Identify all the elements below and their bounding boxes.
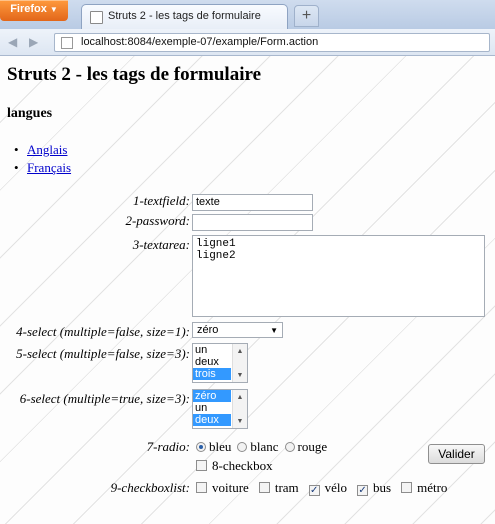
password-label: 2-password: [125,213,190,228]
checkbox-checked[interactable]: ✓ [358,485,367,496]
url-text: localhost:8084/exemple-07/example/Form.action [81,36,319,48]
browser-tab[interactable] [81,4,288,29]
listbox-option[interactable]: un [195,402,208,414]
checkboxlist-item-velo[interactable] [309,480,347,496]
radio-label: 7-radio: [146,439,190,454]
checkbox[interactable] [196,482,207,493]
checkboxlist-group [196,480,457,496]
page-icon [90,11,103,24]
password-input[interactable] [192,214,313,231]
page-content [0,56,495,524]
radio-group [196,439,333,455]
select-single-dropdown[interactable] [192,322,283,338]
checkbox[interactable] [259,482,270,493]
textfield-input[interactable] [192,194,313,211]
listbox-scrollbar[interactable] [232,344,247,382]
list-item [10,160,71,178]
checkbox-label: voiture [212,480,249,495]
radio-option-label: rouge [297,439,328,454]
checkbox-label: 8-checkbox [212,458,273,473]
chevron-down-icon: ▼ [270,326,278,335]
radio-option-label: blanc [250,439,279,454]
textfield-label: 1-textfield: [132,193,190,208]
checkbox-label: vélo [324,480,348,495]
listbox-option-selected[interactable]: deux [193,414,231,426]
select-size3-listbox[interactable] [192,343,248,383]
select-single-value: zéro [197,324,219,336]
listbox-option[interactable]: un [195,344,208,356]
page-title: Struts 2 - les tags de formulaire [7,64,262,85]
checkboxlist-item-voiture[interactable] [196,480,249,496]
list-item [10,142,71,160]
radio-button[interactable] [237,442,247,452]
scroll-up-icon[interactable]: ▲ [236,347,244,355]
single-checkbox-row [196,458,273,474]
select-single-label: 4-select (multiple=false, size=1): [16,324,190,339]
listbox-option-selected[interactable]: trois [193,368,231,380]
radio-option-rouge[interactable] [285,439,328,455]
language-link-anglais[interactable]: Anglais [27,142,68,157]
select-multiple-label: 6-select (multiple=true, size=3): [19,391,190,406]
checkboxlist-item-tram[interactable] [259,480,299,496]
radio-button[interactable] [285,442,295,452]
radio-option-label: bleu [209,439,232,454]
checkboxlist-label: 9-checkboxlist: [110,480,190,495]
url-bar[interactable] [54,33,490,52]
listbox-option-selected[interactable]: zéro [193,390,231,402]
forward-arrow-icon[interactable]: ▶ [29,35,39,49]
checkbox-label: bus [373,480,392,495]
langues-heading: langues [7,106,53,121]
scroll-down-icon[interactable]: ▼ [236,371,244,379]
radio-option-bleu[interactable] [196,439,231,455]
checkbox[interactable] [401,482,412,493]
scroll-down-icon[interactable]: ▼ [236,417,244,425]
language-list [10,142,71,178]
checkbox[interactable] [196,460,207,471]
radio-button[interactable] [196,442,206,452]
textarea-label: 3-textarea: [132,237,190,252]
back-arrow-icon[interactable]: ◀ [8,35,18,49]
firefox-menu-button[interactable] [0,0,68,21]
scroll-up-icon[interactable]: ▲ [236,393,244,401]
new-tab-button[interactable]: + [294,5,319,27]
site-identity-icon[interactable] [61,37,73,49]
checkboxlist-item-metro[interactable] [401,480,447,496]
tab-title: Struts 2 - les tags de formulaire [108,10,261,22]
listbox-scrollbar[interactable] [232,390,247,428]
tab-bar [0,0,495,29]
language-link-francais[interactable]: Français [27,160,72,175]
textarea-input[interactable] [192,235,485,317]
select-size3-label: 5-select (multiple=false, size=3): [16,346,190,361]
checkbox-checked[interactable]: ✓ [309,485,319,496]
firefox-menu-label: Firefox [10,3,47,15]
listbox-option[interactable]: deux [195,356,219,368]
radio-option-blanc[interactable] [237,439,278,455]
navigation-toolbar [0,29,495,56]
submit-button[interactable]: Valider [428,444,485,464]
chevron-down-icon: ▼ [49,5,58,14]
checkboxlist-item-bus[interactable] [357,480,391,496]
select-multiple-listbox[interactable] [192,389,248,429]
checkbox-label: tram [274,480,299,495]
checkbox-label: métro [417,480,448,495]
